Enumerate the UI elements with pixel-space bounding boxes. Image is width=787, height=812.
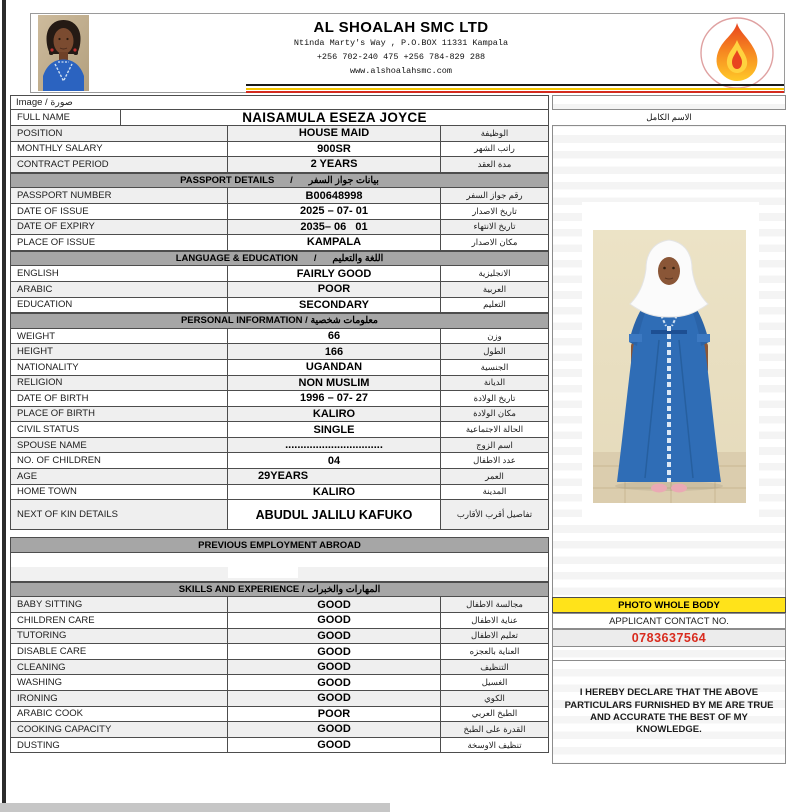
field-label-arabic: الجنسية bbox=[480, 361, 509, 372]
field-label: BABY SITTING bbox=[11, 597, 228, 612]
field-label: DUSTING bbox=[11, 738, 228, 753]
table-row bbox=[10, 553, 549, 582]
field-label-arabic: مجالسة الاطفال bbox=[466, 599, 523, 610]
table-row bbox=[10, 344, 549, 360]
field-label-arabic: تنظيف الاوسخة bbox=[467, 739, 522, 750]
company-header bbox=[30, 13, 785, 93]
field-label-arabic: مكان الاصدار bbox=[471, 236, 518, 247]
applicant-contact-label: APPLICANT CONTACT NO. bbox=[552, 613, 786, 629]
field-label: RELIGION bbox=[11, 376, 228, 391]
field-label: DISABLE CARE bbox=[11, 644, 228, 659]
field-label-arabic: التعليم bbox=[483, 299, 506, 310]
company-text-block bbox=[151, 19, 651, 78]
field-value: GOOD bbox=[228, 613, 441, 628]
table-row bbox=[10, 204, 549, 220]
field-label: PLACE OF BIRTH bbox=[11, 407, 228, 422]
section-header-row bbox=[10, 537, 549, 553]
field-value: GOOD bbox=[228, 722, 441, 737]
section-header-row bbox=[10, 313, 549, 329]
field-value: 66 bbox=[228, 329, 441, 344]
section-header-row bbox=[10, 173, 549, 189]
field-label: EDUCATION bbox=[11, 298, 228, 313]
page-left-edge-line bbox=[2, 0, 6, 812]
field-value: ABUDUL JALILU KAFUKO bbox=[228, 500, 441, 529]
field-label-arabic: الحالة الاجتماعية bbox=[465, 424, 524, 435]
field-label-arabic: اسم الزوج bbox=[476, 439, 513, 450]
stripe-black bbox=[246, 84, 784, 86]
field-value: UGANDAN bbox=[228, 360, 441, 375]
section-title: PERSONAL INFORMATION / معلومات شخصية bbox=[180, 315, 379, 327]
field-label: WASHING bbox=[11, 675, 228, 690]
field-label: IRONING bbox=[11, 691, 228, 706]
table-row bbox=[10, 738, 549, 754]
table-row bbox=[10, 675, 549, 691]
table-row bbox=[10, 95, 549, 110]
full-name-value: NAISAMULA ESEZA JOYCE bbox=[242, 110, 427, 125]
table-row bbox=[10, 188, 549, 204]
field-label-arabic: العربية bbox=[482, 283, 507, 294]
table-row bbox=[10, 266, 549, 282]
table-row bbox=[10, 469, 549, 485]
field-label-arabic: الطول bbox=[483, 346, 506, 357]
field-label-arabic: الطبخ العربي bbox=[471, 708, 518, 719]
table-row bbox=[10, 722, 549, 738]
field-label: PLACE OF ISSUE bbox=[11, 235, 228, 250]
table-row bbox=[10, 613, 549, 629]
field-value: FAIRLY GOOD bbox=[228, 266, 441, 281]
field-value: POOR bbox=[228, 707, 441, 722]
table-row bbox=[10, 235, 549, 251]
table-row bbox=[10, 629, 549, 645]
stripe-red bbox=[246, 91, 784, 93]
field-value: POOR bbox=[228, 282, 441, 297]
field-label-arabic: الانجليزية bbox=[478, 268, 511, 279]
company-website: www.alshoalahsmc.com bbox=[349, 66, 453, 77]
table-row bbox=[10, 453, 549, 469]
table-row bbox=[10, 220, 549, 236]
field-value: HOUSE MAID bbox=[228, 126, 441, 141]
field-label-arabic: عناية الاطفال bbox=[471, 614, 518, 625]
field-label: CIVIL STATUS bbox=[11, 422, 228, 437]
table-row bbox=[10, 298, 549, 314]
field-label: CONTRACT PERIOD bbox=[11, 157, 228, 172]
field-label: ARABIC bbox=[11, 282, 228, 297]
field-label-arabic: العناية بالعجزه bbox=[469, 646, 520, 657]
field-value: 1996 – 07- 27 bbox=[228, 391, 441, 406]
field-value: KALIRO bbox=[228, 407, 441, 422]
image-row-label: Image / صورة bbox=[16, 97, 73, 108]
field-label-arabic: تعليم الاطفال bbox=[471, 630, 518, 641]
field-label: CHILDREN CARE bbox=[11, 613, 228, 628]
section-title: LANGUAGE & EDUCATION / اللغة والتعليم bbox=[175, 253, 384, 265]
section-title: SKILLS AND EXPERIENCE / المهارات والخبرات bbox=[178, 584, 381, 596]
company-address: Ntinda Marty's Way , P.O.BOX 11331 Kampala bbox=[293, 38, 509, 48]
field-label: HOME TOWN bbox=[11, 485, 228, 500]
section-header-row bbox=[10, 251, 549, 267]
section-header-row bbox=[10, 582, 549, 598]
field-value: 2035– 06 01 bbox=[228, 220, 441, 235]
field-label-arabic: مكان الولادة bbox=[473, 408, 516, 419]
table-row bbox=[10, 660, 549, 676]
field-value: 166 bbox=[228, 344, 441, 359]
field-value: B00648998 bbox=[228, 188, 441, 203]
field-label-arabic: تاريخ الولادة bbox=[473, 392, 516, 403]
field-label-arabic: الوظيفة bbox=[480, 127, 509, 138]
field-label: DATE OF EXPIRY bbox=[11, 220, 228, 235]
field-label-arabic: الكوي bbox=[484, 692, 505, 703]
field-value: GOOD bbox=[228, 738, 441, 753]
applicant-headshot-photo bbox=[38, 15, 89, 91]
full-name-arabic-label: الاسم الكامل bbox=[552, 109, 786, 126]
table-row bbox=[10, 422, 549, 438]
field-label-arabic: الغسيل bbox=[481, 677, 508, 688]
field-label: CLEANING bbox=[11, 660, 228, 675]
field-label: NEXT OF KIN DETAILS bbox=[11, 500, 228, 529]
field-value: KALIRO bbox=[228, 485, 441, 500]
right-panel bbox=[552, 95, 786, 763]
table-row bbox=[10, 110, 549, 126]
field-label: NO. OF CHILDREN bbox=[11, 453, 228, 468]
field-label-arabic: العمر bbox=[485, 470, 504, 481]
field-label-arabic: وزن bbox=[487, 330, 502, 341]
field-value: 29YEARS bbox=[228, 469, 441, 484]
table-row bbox=[10, 597, 549, 613]
field-value: 900SR bbox=[228, 142, 441, 157]
field-label: ARABIC COOK bbox=[11, 707, 228, 722]
company-name: AL SHOALAH SMC LTD bbox=[313, 19, 489, 36]
fullbody-photo-frame bbox=[582, 202, 759, 521]
table-row bbox=[10, 391, 549, 407]
field-value: SINGLE bbox=[228, 422, 441, 437]
company-phones: +256 702-240 475 +256 784-829 288 bbox=[316, 52, 486, 63]
table-row bbox=[10, 360, 549, 376]
field-label: SPOUSE NAME bbox=[11, 438, 228, 453]
field-label-arabic: القدرة على الطبخ bbox=[463, 723, 526, 734]
table-row bbox=[10, 329, 549, 345]
table-row bbox=[10, 707, 549, 723]
field-label: AGE bbox=[11, 469, 228, 484]
field-value: 2025 – 07- 01 bbox=[228, 204, 441, 219]
field-value: KAMPALA bbox=[228, 235, 441, 250]
bottom-gray-bar bbox=[0, 803, 390, 812]
table-row bbox=[10, 376, 549, 392]
section-title: PREVIOUS EMPLOYMENT ABROAD bbox=[198, 539, 361, 551]
photo-whole-body-label: PHOTO WHOLE BODY bbox=[552, 597, 786, 613]
field-label-arabic: عدد الاطفال bbox=[473, 455, 516, 466]
field-label-arabic: المدينة bbox=[482, 486, 507, 497]
field-value: ................................ bbox=[228, 438, 441, 453]
field-value: 2 YEARS bbox=[228, 157, 441, 172]
table-row bbox=[10, 157, 549, 173]
field-label: MONTHLY SALARY bbox=[11, 142, 228, 157]
field-label: FULL NAME bbox=[11, 110, 121, 125]
field-value: GOOD bbox=[228, 597, 441, 612]
field-label: TUTORING bbox=[11, 629, 228, 644]
field-label: DATE OF BIRTH bbox=[11, 391, 228, 406]
table-row bbox=[10, 530, 549, 537]
field-label: POSITION bbox=[11, 126, 228, 141]
table-row bbox=[10, 500, 549, 530]
table-row bbox=[10, 644, 549, 660]
field-label: DATE OF ISSUE bbox=[11, 204, 228, 219]
field-label: HEIGHT bbox=[11, 344, 228, 359]
field-label-arabic: راتب الشهر bbox=[474, 143, 515, 154]
table-row bbox=[10, 142, 549, 158]
field-label: WEIGHT bbox=[11, 329, 228, 344]
declaration-text: I HEREBY DECLARE THAT THE ABOVE PARTICULARS FURNISHED BY ME ARE TRUE AND ACCURATE THE BEST OF MY KNOWLEDGE. bbox=[552, 660, 786, 764]
field-value: GOOD bbox=[228, 629, 441, 644]
field-label: ENGLISH bbox=[11, 266, 228, 281]
table-row bbox=[10, 485, 549, 501]
field-label-arabic: الديانة bbox=[483, 377, 506, 388]
field-label-arabic: تاريخ الاصدار bbox=[472, 205, 517, 216]
white-patch bbox=[228, 557, 298, 578]
field-value: GOOD bbox=[228, 660, 441, 675]
field-label-arabic: تفاصيل أقرب الأقارب bbox=[456, 509, 533, 520]
table-row bbox=[10, 282, 549, 298]
flame-logo-icon bbox=[698, 16, 776, 90]
section-title: PASSPORT DETAILS / بيانات جواز السفر bbox=[180, 175, 379, 187]
field-label-arabic: مدة العقد bbox=[477, 158, 512, 169]
uganda-flag-stripes bbox=[246, 84, 784, 93]
field-value: GOOD bbox=[228, 644, 441, 659]
applicant-details-table bbox=[10, 95, 549, 753]
field-value: GOOD bbox=[228, 691, 441, 706]
field-value: 04 bbox=[228, 453, 441, 468]
applicant-phone-number: 0783637564 bbox=[552, 629, 786, 647]
field-value: NON MUSLIM bbox=[228, 376, 441, 391]
field-value: SECONDARY bbox=[228, 298, 441, 313]
stripe-yellow bbox=[246, 88, 784, 90]
field-label: PASSPORT NUMBER bbox=[11, 188, 228, 203]
table-row bbox=[10, 691, 549, 707]
field-label: NATIONALITY bbox=[11, 360, 228, 375]
field-label: COOKING CAPACITY bbox=[11, 722, 228, 737]
applicant-fullbody-photo bbox=[593, 230, 746, 503]
table-row bbox=[10, 438, 549, 454]
table-row bbox=[10, 407, 549, 423]
field-value: GOOD bbox=[228, 675, 441, 690]
table-row bbox=[10, 126, 549, 142]
field-label-arabic: تاريخ الانتهاء bbox=[473, 221, 516, 232]
field-label-arabic: رقم جواز السفر bbox=[466, 190, 523, 201]
field-label-arabic: التنظيف bbox=[480, 661, 509, 672]
